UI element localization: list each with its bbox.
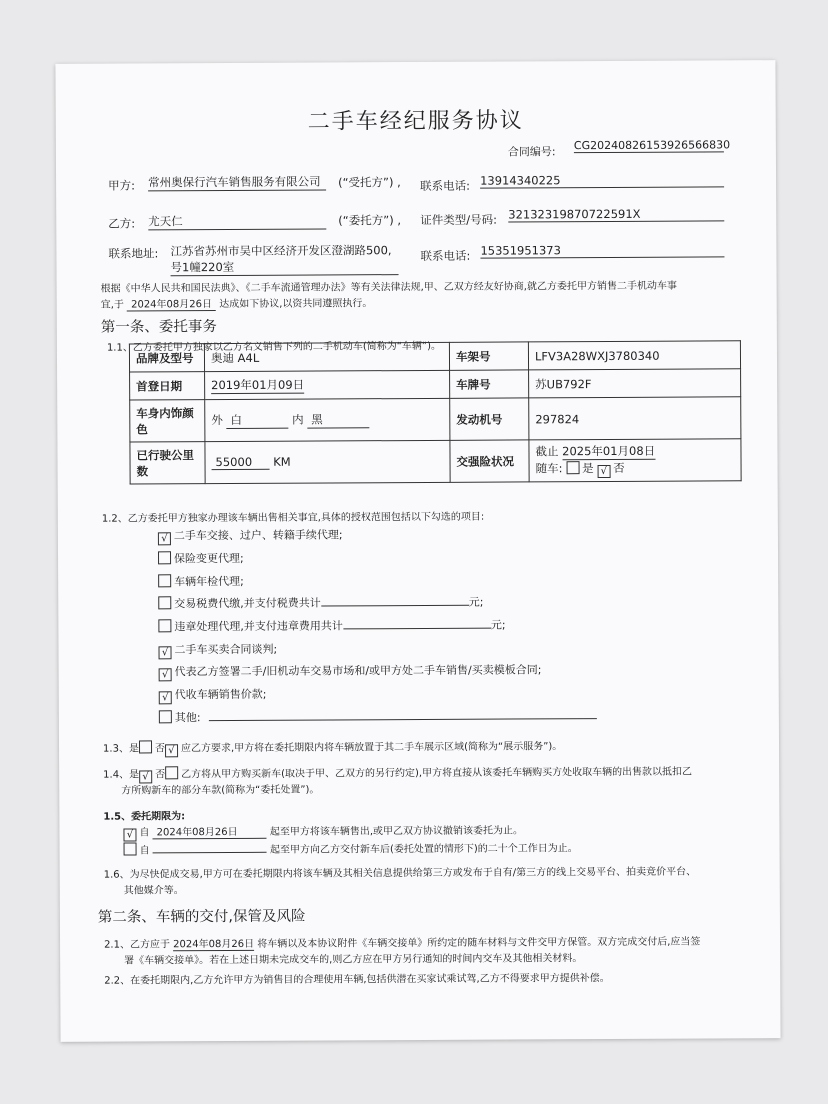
party-a-phone: 13914340225 — [480, 172, 724, 188]
engine-value: 297824 — [529, 397, 741, 440]
party-b-id-label: 证件类型/号码: — [420, 212, 498, 227]
color-label: 车身内饰颜色 — [130, 400, 205, 442]
clause-2-1-line-2: 署《车辆交接单》。若在上述日期未完成交车的,则乙方应在甲方另行通知的时间内交车及其他相关材料。 — [124, 953, 583, 967]
c14-yes-checkbox[interactable]: √ — [139, 770, 152, 783]
clause-1-2-intro: 1.2、乙方委托甲方独家办理该车辆出售相关事宜,具体的授权范围包括以下勾选的项目: — [101, 511, 485, 525]
section-2-title: 第二条、车辆的交付,保管及风险 — [97, 908, 306, 926]
engine-label: 发动机号 — [450, 398, 529, 440]
scope-label-4: 交易税费代缴,并支付税费共计 — [174, 596, 321, 611]
intro-date: 2024年08月26日 — [127, 295, 216, 311]
clause-2-1-line-1 — [104, 933, 700, 952]
c13-yes-checkbox[interactable] — [139, 740, 152, 753]
scope-checkbox-7[interactable]: √ — [159, 668, 172, 681]
insurance-label: 交强险状况 — [450, 440, 529, 482]
party-b-id: 32132319870722591X — [508, 206, 724, 222]
ins-with-row — [536, 459, 735, 478]
c15-l1-b: 起至甲方将该车辆售出,或甲乙双方协议撤销该委托为止。 — [269, 825, 524, 838]
scope-checkbox-3[interactable] — [158, 574, 171, 587]
party-b-role: (“委托方”) , — [338, 213, 402, 228]
c15-l2-date-field[interactable] — [153, 852, 267, 854]
scope-item-5 — [158, 617, 505, 635]
ins-until-label: 截止 — [535, 444, 559, 459]
insurance-cell — [529, 439, 741, 482]
c21-a: 2.1、乙方应于 — [104, 939, 170, 951]
party-b-label: 乙方: — [108, 216, 136, 231]
yes-checkbox[interactable] — [566, 461, 579, 474]
contact-phone: 15351951373 — [480, 242, 724, 258]
plate-label: 车牌号 — [450, 370, 529, 398]
scope-item-1 — [158, 526, 343, 545]
scope-label-2: 保险变更代理; — [174, 551, 244, 566]
scope-checkbox-1[interactable]: √ — [158, 532, 171, 545]
scope-label-1: 二手车交接、过户、转籍手续代理; — [173, 528, 343, 543]
intro-line-1: 根据《中华人民共和国民法典》、《二手车流通管理办法》等有关法律法规,甲、乙双方经友好协商,就乙方委托甲方销售二手机动车事 — [100, 280, 678, 295]
ext-label: 外 — [211, 413, 223, 428]
c14-c: 乙方将从甲方购买新车(取决于甲、乙双方的另行约定),甲方将直接从该委托车辆购买方处收取车辆的出售款以抵扣乙 — [181, 766, 693, 781]
scope-label-8: 代收车辆销售价款; — [174, 687, 267, 702]
intro-text-b: 达成如下协议,以资共同遵照执行。 — [219, 298, 373, 311]
c14-a: 1.4、是 — [103, 769, 140, 781]
brand-value: 奥迪 A4L — [204, 342, 449, 371]
no-checkbox[interactable]: √ — [597, 465, 610, 478]
scope-checkbox-6[interactable]: √ — [158, 646, 171, 659]
clause-1-1: 1.1、乙方委托甲方独家以乙方名义销售下列的二手机动车(简称为“车辆”)。 — [106, 340, 442, 354]
vehicle-table — [129, 340, 742, 484]
c14-no-checkbox[interactable] — [165, 766, 178, 779]
address-label: 联系地址: — [108, 246, 159, 261]
scope-item-8 — [159, 686, 267, 705]
reg-label: 首登日期 — [130, 372, 205, 400]
page-title: 二手车经纪服务协议 — [307, 108, 524, 135]
clause-1-3 — [103, 737, 562, 757]
c13-b: 否 — [154, 743, 165, 755]
scope-checkbox-5[interactable] — [158, 619, 171, 632]
clause-2-2: 2.2、在委托期限内,乙方允许甲方为销售目的合理使用车辆,包括供潜在买家试乘试驾,乙方不得要求甲方提供补偿。 — [104, 973, 610, 987]
scope-label-7: 代表乙方签署二手/旧机动车交易市场和/或甲方处二手车销售/买卖模板合同; — [174, 663, 542, 679]
c15-l1-date: 2024年08月26日 — [153, 823, 267, 840]
address-line-1: 江苏省苏州市吴中区经济开发区澄湖路500, — [170, 243, 392, 259]
tax-suffix: 元; — [468, 595, 484, 609]
c13-no-checkbox[interactable]: √ — [165, 744, 178, 757]
ins-until-row — [535, 442, 734, 460]
mileage-label: 已行驶公里数 — [130, 442, 205, 484]
intro-text-a: 宜,于 — [100, 299, 124, 311]
scope-item-4 — [158, 594, 483, 612]
c15-l2-b: 起至甲方向乙方交付新车后(委托处置的情形下)的二十个工作日为止。 — [269, 843, 578, 856]
scope-label-5: 违章处理代理,并支付违章费用共计 — [174, 619, 343, 634]
color-cell — [205, 398, 450, 441]
vin-label: 车架号 — [449, 342, 528, 370]
c15-l1-a: 自 — [139, 827, 150, 839]
contract-page — [55, 60, 780, 1042]
scope-item-2 — [158, 550, 244, 566]
mileage-cell — [205, 440, 450, 483]
reg-value: 2019年01月09日 — [211, 377, 305, 393]
other-field[interactable] — [209, 718, 597, 721]
violation-amount-field[interactable] — [343, 628, 491, 630]
party-a-phone-label: 联系电话: — [420, 178, 470, 193]
contract-number-label: 合同编号: — [507, 145, 556, 159]
intro-line-2 — [101, 294, 373, 311]
vin-value: LFV3A28WXJ3780340 — [528, 341, 740, 370]
c13-a: 1.3、是 — [103, 743, 139, 755]
c15-option-2-checkbox[interactable] — [124, 842, 137, 855]
scope-checkbox-8[interactable]: √ — [159, 691, 172, 704]
ext-value: 白 — [226, 412, 288, 429]
mileage-unit: KM — [273, 454, 291, 469]
tax-amount-field[interactable] — [321, 605, 469, 607]
yes-label: 是 — [582, 461, 594, 476]
c21-date: 2024年08月26日 — [173, 935, 254, 951]
ins-with-label: 随车: — [535, 461, 563, 476]
c13-c: 应乙方要求,甲方将在委托期限内将车辆放置于其二手车展示区域(简称为“展示服务”)。 — [180, 741, 563, 755]
no-label: 否 — [613, 460, 625, 475]
clause-1-6-line-2: 其他媒介等。 — [123, 885, 184, 897]
clause-1-5-line-1 — [123, 821, 523, 841]
clause-1-4-line-2: 方所购新车的部分车款(简称为“委托处置”)。 — [121, 784, 320, 797]
scope-item-7 — [159, 661, 542, 681]
scope-checkbox-4[interactable] — [158, 596, 171, 609]
scope-item-9 — [159, 707, 597, 725]
section-1-title: 第一条、委托事务 — [100, 319, 217, 336]
c21-b: 将车辆以及本协议附件《车辆交接单》所约定的随车材料与文件交甲方保管。双方完成交付后,应当签 — [257, 936, 701, 950]
brand-label: 品牌及型号 — [129, 344, 204, 372]
contact-phone-label: 联系电话: — [420, 248, 471, 263]
scope-item-3 — [158, 573, 244, 589]
c15-l2-a: 自 — [139, 845, 150, 857]
c14-b: 否 — [155, 769, 166, 781]
c15-option-1-checkbox[interactable]: √ — [123, 828, 136, 841]
party-a-name: 常州奥保行汽车销售服务有限公司 — [148, 174, 326, 191]
party-b-name: 尤天仁 — [148, 212, 326, 230]
party-a-label: 甲方: — [108, 178, 135, 193]
party-a-role: (“受托方”) , — [338, 175, 401, 190]
mileage-value: 55000 — [211, 455, 269, 470]
contract-number: CG20240826153926566830 — [573, 138, 731, 153]
scope-label-3: 车辆年检代理; — [174, 574, 244, 589]
scope-label-9: 其他: — [174, 711, 201, 725]
clause-1-5-title: 1.5、委托期限为: — [103, 811, 186, 823]
clause-1-6-line-1: 1.6、为尽快促成交易,甲方可在委托期限内将该车辆及其相关信息提供给第三方或发布于自有/第三方的线上交易平台、拍卖竞价平台、 — [103, 866, 697, 881]
clause-1-5-line-2 — [124, 839, 578, 856]
scope-item-6 — [158, 641, 277, 660]
address-line-2: 号1幢220室 — [170, 258, 398, 276]
plate-value: 苏UB792F — [529, 369, 741, 398]
scope-checkbox-9[interactable] — [159, 710, 172, 723]
violation-suffix: 元; — [490, 618, 506, 632]
ins-until-value: 2025年01月08日 — [562, 443, 656, 459]
scope-checkbox-2[interactable] — [158, 551, 171, 564]
reg-cell — [205, 370, 450, 399]
int-value: 黑 — [307, 411, 369, 428]
int-label: 内 — [292, 412, 304, 427]
scope-label-6: 二手车买卖合同谈判; — [174, 642, 278, 657]
